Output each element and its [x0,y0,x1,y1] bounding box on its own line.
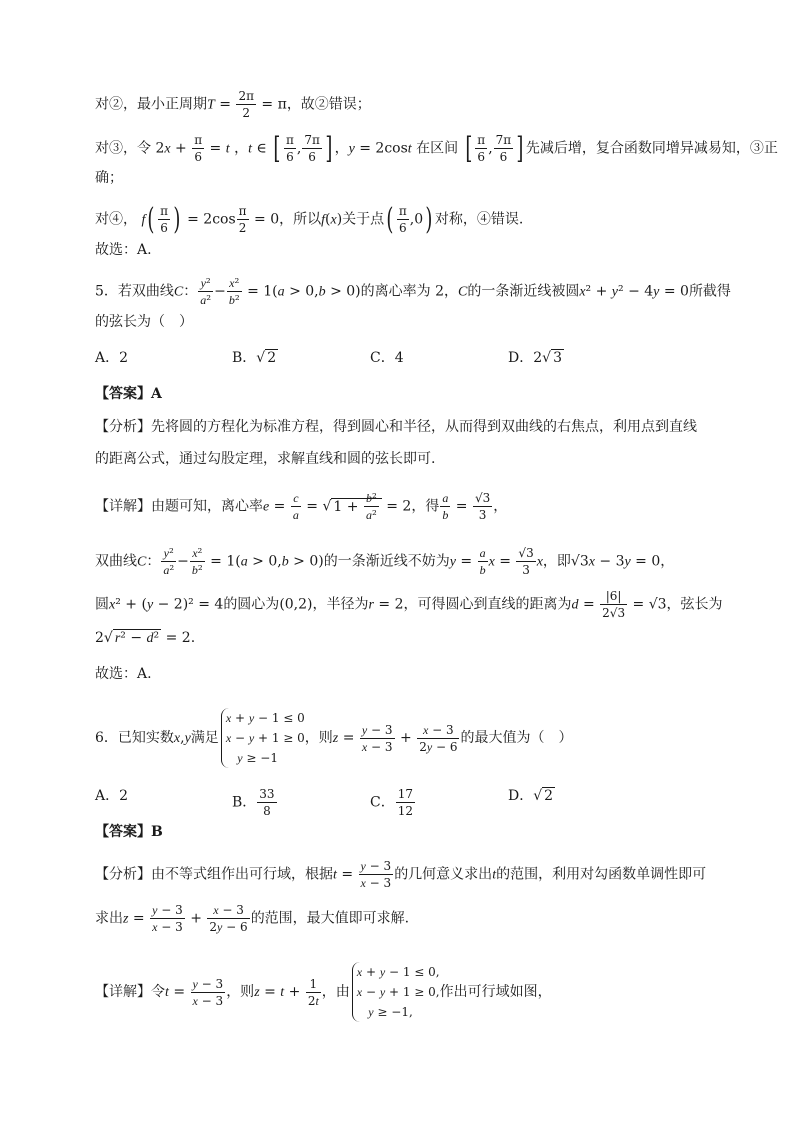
answer-5: 【答案】A [95,386,162,402]
option-5-a: A．2 [95,350,129,366]
detail-6: 【详解】令t = $\frac{y - 3}{x - 3}$ ，则z = t + $\frac{1}{2t}$ ，由 x + y − 1 ≤ 0, x − y + 1 ≥ 0, y ≥ −1, 作出可行域如图， [95,962,552,1022]
text: 对③，令 [95,140,151,157]
analysis-5-cont: 的距离公式，通过勾股定理，求解直线和圆的弦长即可. [95,451,436,467]
option-6-b: B． $\frac{33}{8}$ [232,787,275,818]
detail-5-line-1: 【详解】由题可知，离心率e = $\frac{c}{a}$ = √ 1 + $\frac{\text{b²}}{\text{a²}}$ = 2，得 $\frac{a}{b}$ = $\frac{√3}{3}$ ， [95,491,508,522]
detail-5-line-3: 圆x² + (y − 2)² = 4的圆心为(0,2)，半径为r = 2，可得圆心到直线的距离为d = $\frac{|6|}{2√3}$ = √3，弦长为 [95,589,723,620]
fraction: $\frac{\pi}{6}$ [194,133,203,164]
text: 对④， [95,211,137,228]
option-6-a: A．2 [95,788,129,804]
analysis-5: 【分析】先将圆的方程化为标准方程，得到圆心和半径，从而得到双曲线的右焦点，利用点到直线 [95,419,697,435]
option-6-d: D．√ 2 [508,788,554,804]
question-5-cont: 的弦长为（ ） [95,314,193,330]
option-5-b: B．√ 2 [232,350,277,366]
select-5: 故选：A. [95,666,152,682]
question-5: 5．若双曲线C： $\frac{\text{y²}}{\text{a²}}$ − $\frac{\text{x²}}{\text{b²}}$ = 1(a > 0,b > 0)的离心率为 2，C的一条渐近线被圆x² + y² − 4y = 0所截得 [95,276,731,307]
text: ，所以 [279,211,322,228]
option-6-c: C． $\frac{17}{12}$ [370,787,413,818]
detail-5-line-2: 双曲线C： $\frac{\text{y²}}{\text{a²}}$ − $\frac{\text{x²}}{\text{b²}}$ = 1(a > 0,b > 0)的一条渐近线不妨为y = $\frac{a}{b}$ x = $\frac{√3}{3}$ x，即√3x − 3y = 0， [95,546,675,577]
line-2: 对③，令 2x + $\frac{\pi}{6}$ = t ，t ∈ [ $\frac{\pi}{6}$ , $\frac{7\pi}{6}$ ] ，y = 2cost 在区间 [ $\frac{\pi}{6}$ , $\frac{7\pi}{6}$ ] 先减后增，复合函数同增异减易知，③正 [95,130,778,166]
analysis-6-cont: 求出z = $\frac{y - 3}{x - 3}$ + $\frac{x - 3}{2y - 6}$ 的范围，最大值即可求解. [95,903,410,934]
line-3: 确； [95,170,123,186]
text: 关于点 [342,211,385,228]
text: ，故②错误； [286,96,371,113]
answer-6: 【答案】B [95,824,163,840]
line-5: 故选：A. [95,242,152,258]
text: 对称，④错误. [434,211,524,228]
text: 5．若双曲线 [95,283,174,300]
text: 的离心率为 2， [360,283,458,300]
line-4: 对④， f( $\frac{\pi}{6}$ ) = 2cos $\frac{\pi}{2}$ = 0，所以f(x)关于点( $\frac{\pi}{6}$ ,0) 对称，④错误. [95,201,524,237]
analysis-6: 【分析】由不等式组作出可行域，根据t = $\frac{y - 3}{x - 3}$ 的几何意义求出t的范围，利用对勾函数单调性即可 [95,859,707,890]
detail-5-line-4: 2√ r² − d² = 2. [95,630,196,646]
option-5-d: D．2√ 3 [508,350,562,366]
text: 对②，最小正周期 [95,96,207,113]
fraction: $\frac{2\pi}{2}$ [238,89,254,120]
option-5-c: C．4 [370,350,404,366]
line-1: 对②，最小正周期T = $\frac{2\pi}{2}$ = π，故②错误； [95,89,371,120]
text: 所截得 [688,283,731,300]
text: 先减后增，复合函数同增异减易知，③正 [525,140,778,157]
question-6: 6．已知实数x,y满足 x + y − 1 ≤ 0 x − y + 1 ≥ 0 y ≥ −1 ，则z = $\frac{y - 3}{x - 3}$ + $\frac{x - 3}{2y - 6}$ 的最大值为（ ） [95,708,572,768]
text: 的一条渐近线被圆 [467,283,580,300]
